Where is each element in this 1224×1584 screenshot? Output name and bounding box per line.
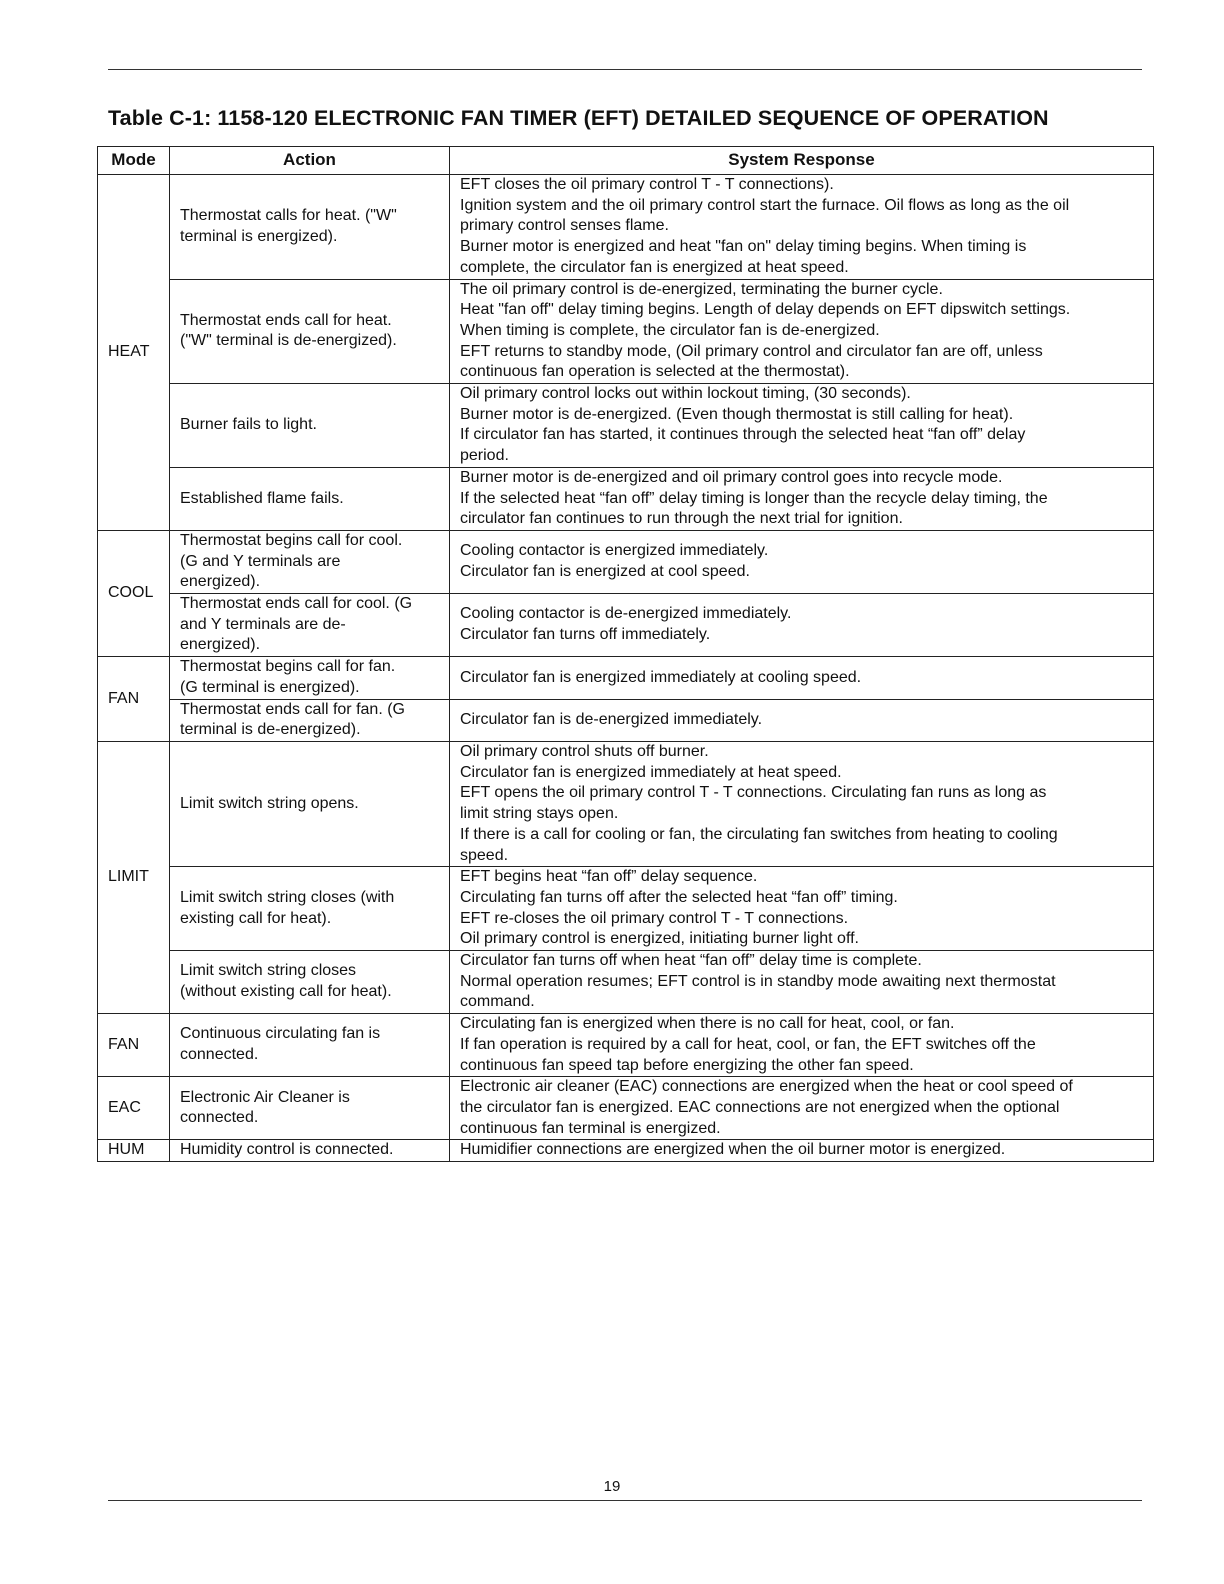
response-text-line: period. (460, 447, 509, 465)
response-text-line: Burner motor is de-energized and oil primary control goes into recycle mode. (460, 468, 1003, 486)
system-response-cell (450, 1014, 1154, 1077)
response-text-line: Cooling contactor is de-energized immediately. (460, 605, 792, 623)
action-cell (170, 1014, 450, 1077)
action-text-line: (G and Y terminals are (180, 552, 341, 570)
response-text-line: EFT begins heat “fan off” delay sequence. (460, 868, 758, 886)
mode-cell: HUM (98, 1140, 170, 1162)
action-text-line: Electronic Air Cleaner is (180, 1088, 350, 1106)
action-text-line: Humidity control is connected. (180, 1141, 394, 1159)
response-text-line: Cooling contactor is energized immediately. (460, 542, 769, 560)
mode-cell: EAC (98, 1077, 170, 1140)
table-body (98, 175, 1154, 1162)
action-text-line: terminal is energized). (180, 227, 338, 245)
response-text-line: EFT returns to standby mode, (Oil primary control and circulator fan are off, unless (460, 342, 1043, 360)
response-text-line: If circulator fan has started, it continues through the selected heat “fan off” delay (460, 426, 1026, 444)
action-cell (170, 467, 450, 530)
response-text-line: circulator fan continues to run through the next trial for ignition. (460, 510, 903, 528)
table-row (98, 699, 1154, 741)
mode-cell: COOL (98, 530, 170, 656)
system-response-cell (450, 467, 1154, 530)
table-row (98, 530, 1154, 593)
table-row (98, 1077, 1154, 1140)
response-text-line: If the selected heat “fan off” delay timing is longer than the recycle delay timing, the (460, 489, 1048, 507)
response-text-line: Electronic air cleaner (EAC) connections are energized when the heat or cool speed of (460, 1078, 1073, 1096)
table-row (98, 175, 1154, 280)
table-row (98, 1140, 1154, 1162)
system-response-cell (450, 657, 1154, 699)
column-header-action: Action (170, 147, 450, 175)
column-header-system-response: System Response (450, 147, 1154, 175)
response-text-line: the circulator fan is energized. EAC connections are not energized when the optional (460, 1098, 1060, 1116)
response-text-line: Normal operation resumes; EFT control is in standby mode awaiting next thermostat (460, 972, 1056, 990)
system-response-cell (450, 594, 1154, 657)
action-text-line: Limit switch string opens. (180, 794, 359, 812)
system-response-cell (450, 867, 1154, 951)
action-text-line: connected. (180, 1046, 259, 1064)
action-text-line: Burner fails to light. (180, 416, 317, 434)
response-text-line: Heat "fan off" delay timing begins. Length of delay depends on EFT dipswitch settings. (460, 301, 1071, 319)
action-text-line: Thermostat begins call for cool. (180, 531, 403, 549)
header-rule (108, 69, 1142, 70)
response-text-line: The oil primary control is de-energized, terminating the burner cycle. (460, 280, 943, 298)
mode-cell: FAN (98, 657, 170, 742)
action-text-line: connected. (180, 1109, 259, 1127)
action-cell (170, 175, 450, 280)
action-text-line: Thermostat ends call for fan. (G (180, 700, 405, 718)
table-row (98, 384, 1154, 468)
action-text-line: energized). (180, 573, 261, 591)
table-header (98, 147, 1154, 175)
action-text-line: Thermostat begins call for fan. (180, 658, 396, 676)
action-cell (170, 594, 450, 657)
header-row (98, 147, 1154, 175)
action-text-line: Thermostat calls for heat. ("W" (180, 207, 397, 225)
response-text-line: continuous fan operation is selected at the thermostat). (460, 363, 850, 381)
action-cell (170, 384, 450, 468)
system-response-cell (450, 279, 1154, 384)
response-text-line: command. (460, 993, 535, 1011)
action-text-line: energized). (180, 636, 261, 654)
response-text-line: limit string stays open. (460, 805, 619, 823)
action-cell (170, 1077, 450, 1140)
response-text-line: Circulating fan turns off after the selected heat “fan off” timing. (460, 888, 898, 906)
action-text-line: Limit switch string closes (180, 962, 357, 980)
table-row (98, 1014, 1154, 1077)
sequence-of-operation-table (97, 146, 1154, 1162)
table-row (98, 657, 1154, 699)
action-cell (170, 741, 450, 866)
table-title: Table C-1: 1158-120 ELECTRONIC FAN TIMER (EFT) DETAILED SEQUENCE OF OPERATION (108, 106, 1049, 130)
mode-cell: HEAT (98, 175, 170, 531)
response-text-line: Oil primary control shuts off burner. (460, 742, 709, 760)
action-cell (170, 699, 450, 741)
table-row (98, 867, 1154, 951)
response-text-line: Circulating fan is energized when there is no call for heat, cool, or fan. (460, 1015, 955, 1033)
response-text-line: If fan operation is required by a call for heat, cool, or fan, the EFT switches off the (460, 1035, 1036, 1053)
action-text-line: (without existing call for heat). (180, 983, 392, 1001)
response-text-line: Oil primary control is energized, initiating burner light off. (460, 930, 859, 948)
response-text-line: Circulator fan is energized immediately at heat speed. (460, 763, 842, 781)
system-response-cell (450, 175, 1154, 280)
system-response-cell (450, 384, 1154, 468)
response-text-line: When timing is complete, the circulator fan is de-energized. (460, 321, 880, 339)
table-row (98, 279, 1154, 384)
response-text-line: Oil primary control locks out within lockout timing, (30 seconds). (460, 385, 911, 403)
action-text-line: terminal is de-energized). (180, 721, 361, 739)
table-row (98, 594, 1154, 657)
action-cell (170, 530, 450, 593)
action-text-line: and Y terminals are de- (180, 615, 346, 633)
system-response-cell (450, 699, 1154, 741)
response-text-line: Circulator fan is de-energized immediately. (460, 710, 763, 728)
action-cell (170, 951, 450, 1014)
response-text-line: primary control senses flame. (460, 217, 669, 235)
system-response-cell (450, 741, 1154, 866)
response-text-line: speed. (460, 846, 509, 864)
system-response-cell (450, 1077, 1154, 1140)
action-text-line: Thermostat ends call for heat. (180, 311, 392, 329)
action-cell (170, 279, 450, 384)
action-text-line: Limit switch string closes (with (180, 888, 395, 906)
response-text-line: Humidifier connections are energized when the oil burner motor is energized. (460, 1141, 1006, 1159)
table-row (98, 467, 1154, 530)
action-text-line: (G terminal is energized). (180, 678, 360, 696)
response-text-line: Ignition system and the oil primary control start the furnace. Oil flows as long as the oil (460, 196, 1070, 214)
action-text-line: Established flame fails. (180, 489, 344, 507)
action-text-line: ("W" terminal is de-energized). (180, 332, 397, 350)
system-response-cell (450, 1140, 1154, 1162)
response-text-line: EFT opens the oil primary control T - T connections. Circulating fan runs as long as (460, 784, 1047, 802)
response-text-line: EFT closes the oil primary control T - T connections). (460, 176, 834, 193)
action-text-line: existing call for heat). (180, 909, 332, 927)
response-text-line: Circulator fan is energized at cool speed. (460, 563, 750, 580)
response-text-line: Circulator fan turns off when heat “fan off” delay time is complete. (460, 952, 922, 970)
mode-cell: LIMIT (98, 741, 170, 1013)
action-text-line: Thermostat ends call for cool. (G (180, 595, 413, 613)
action-cell (170, 867, 450, 951)
table-row (98, 741, 1154, 866)
page-number: 19 (603, 1478, 621, 1495)
footer-rule (108, 1500, 1142, 1501)
action-text-line: Continuous circulating fan is (180, 1025, 381, 1043)
response-text-line: EFT re-closes the oil primary control T - T connections. (460, 909, 849, 927)
table-row (98, 951, 1154, 1014)
system-response-cell (450, 951, 1154, 1014)
column-header-mode: Mode (98, 147, 170, 175)
response-text-line: Circulator fan turns off immediately. (460, 626, 711, 644)
action-cell (170, 657, 450, 699)
response-text-line: If there is a call for cooling or fan, the circulating fan switches from heating to cooling (460, 825, 1058, 843)
response-text-line: continuous fan speed tap before energizing the other fan speed. (460, 1056, 914, 1074)
response-text-line: Circulator fan is energized immediately at cooling speed. (460, 668, 862, 686)
response-text-line: Burner motor is energized and heat "fan on" delay timing begins. When timing is (460, 238, 1027, 256)
response-text-line: complete, the circulator fan is energized at heat speed. (460, 258, 849, 276)
system-response-cell (450, 530, 1154, 593)
action-cell (170, 1140, 450, 1162)
mode-cell: FAN (98, 1014, 170, 1077)
response-text-line: Burner motor is de-energized. (Even though thermostat is still calling for heat). (460, 405, 1014, 423)
response-text-line: continuous fan terminal is energized. (460, 1119, 721, 1137)
